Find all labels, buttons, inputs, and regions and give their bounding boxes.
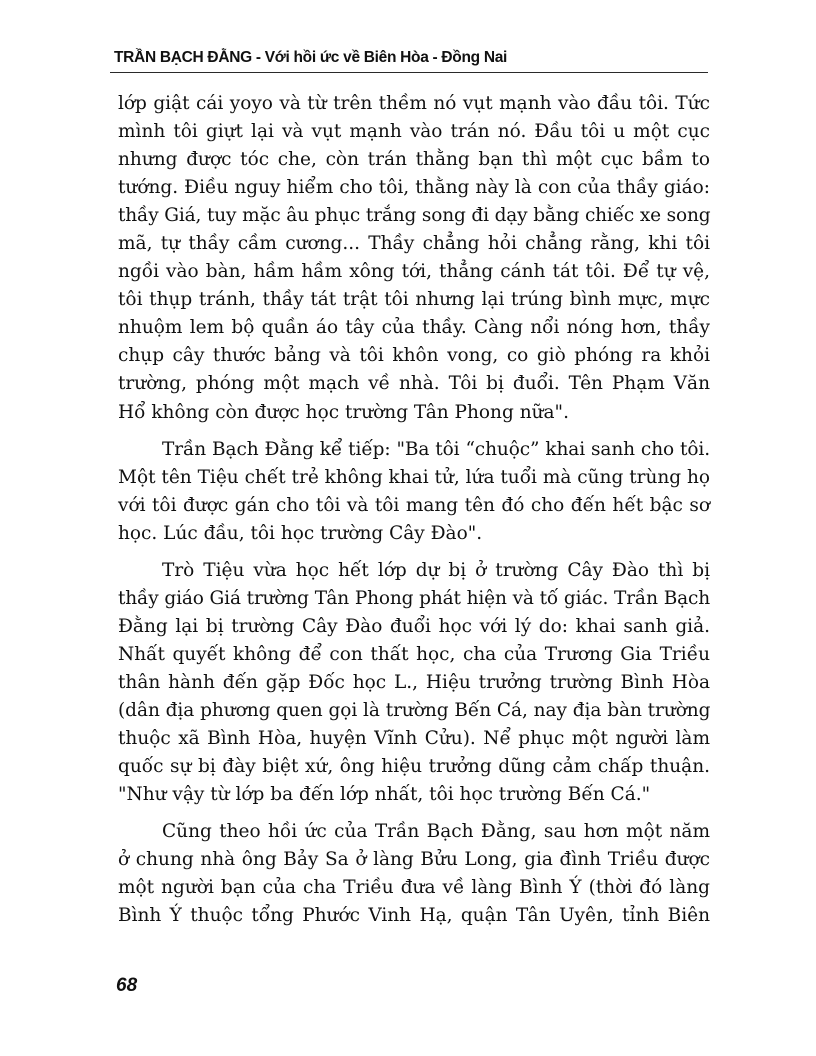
paragraph-gap [118,427,710,436]
text-line: chụp cây thước bảng và tôi khôn vong, co giò phóng ra khỏi [118,345,710,367]
header-rule [110,72,708,73]
text-line: Trần Bạch Đằng kể tiếp: "Ba tôi “chuộc” khai sanh cho tôi. [162,438,710,460]
paragraph-3 [118,557,710,809]
text-line: mã, tự thầy cầm cương... Thầy chẳng hỏi chẳng rằng, khi tôi [118,233,710,255]
text-line: (dân địa phương quen gọi là trường Bến Cá, nay địa bàn trường [118,699,711,721]
paragraph-gap [118,809,710,818]
text-line: lớp giật cái yoyo và từ trên thềm nó vụt mạnh vào đầu tôi. Tức [118,93,710,114]
text-line: ngồi vào bàn, hầm hầm xông tới, thẳng cánh tát tôi. Để tự vệ, [118,261,710,283]
paragraph-gap [118,548,710,557]
paragraph-2 [118,436,710,548]
text-line: thân hành đến gặp Đốc học L., Hiệu trưởng trường Bình Hòa [118,671,710,693]
text-line: tôi thụp tránh, thầy tát trật tôi nhưng lại trúng bình mực, mực [118,289,710,311]
text-line: Nhất quyết không để con thất học, cha của Trương Gia Triều [118,643,710,665]
text-line: Một tên Tiệu chết trẻ không khai tử, lứa tuổi mà cũng trùng họ [118,466,711,488]
text-line: một người bạn của cha Triều đưa về làng Bình Ý (thời đó làng [118,877,710,899]
text-line: mình tôi giựt lại và vụt mạnh vào trán nó. Đầu tôi u một cục [118,121,710,143]
text-line: tướng. Điều nguy hiểm cho tôi, thằng này là con của thầy giáo: [118,177,710,199]
text-line: ở chung nhà ông Bảy Sa ở làng Bửu Long, gia đình Triều được [118,849,710,871]
text-line: quốc sự bị đày biệt xứ, ông hiệu trưởng dũng cảm chấp thuận. [118,756,710,778]
body-text [118,90,710,930]
running-header: TRẦN BẠCH ĐẰNG - Với hồi ức về Biên Hòa - Đồng Nai [114,49,508,66]
text-line: Hổ không còn được học trường Tân Phong nữa". [118,401,569,423]
text-line: Cũng theo hồi ức của Trần Bạch Đằng, sau hơn một năm [162,821,710,843]
text-line: với tôi được gán cho tôi và tôi mang tên đó cho đến hết bậc sơ [118,494,710,516]
paragraph-4 [118,818,710,930]
text-line: nhuộm lem bộ quần áo tây của thầy. Càng nổi nóng hơn, thầy [118,317,710,339]
text-line: Trò Tiệu vừa học hết lớp dự bị ở trường Cây Đào thì bị [162,559,710,581]
text-line: Đằng lại bị trường Cây Đào đuổi học với lý do: khai sanh giả. [118,615,710,637]
text-line: trường, phóng một mạch về nhà. Tôi bị đuổi. Tên Phạm Văn [118,373,710,395]
text-line: thầy Giá, tuy mặc âu phục trắng song đi dạy bằng chiếc xe song [118,205,711,227]
text-line: nhưng được tóc che, còn trán thằng bạn thì một cục bầm to [118,149,710,171]
text-line: "Như vậy từ lớp ba đến lớp nhất, tôi học trường Bến Cá." [118,784,651,806]
page-number: 68 [116,975,138,996]
text-line: thầy giáo Giá trường Tân Phong phát hiện và tố giác. Trần Bạch [118,587,710,609]
text-line: học. Lúc đầu, tôi học trường Cây Đào". [118,522,483,544]
text-line: Bình Ý thuộc tổng Phước Vinh Hạ, quận Tân Uyên, tỉnh Biên [118,905,710,927]
paragraph-1 [118,90,710,427]
text-line: thuộc xã Bình Hòa, huyện Vĩnh Cửu). Nể phục một người làm [118,728,710,750]
